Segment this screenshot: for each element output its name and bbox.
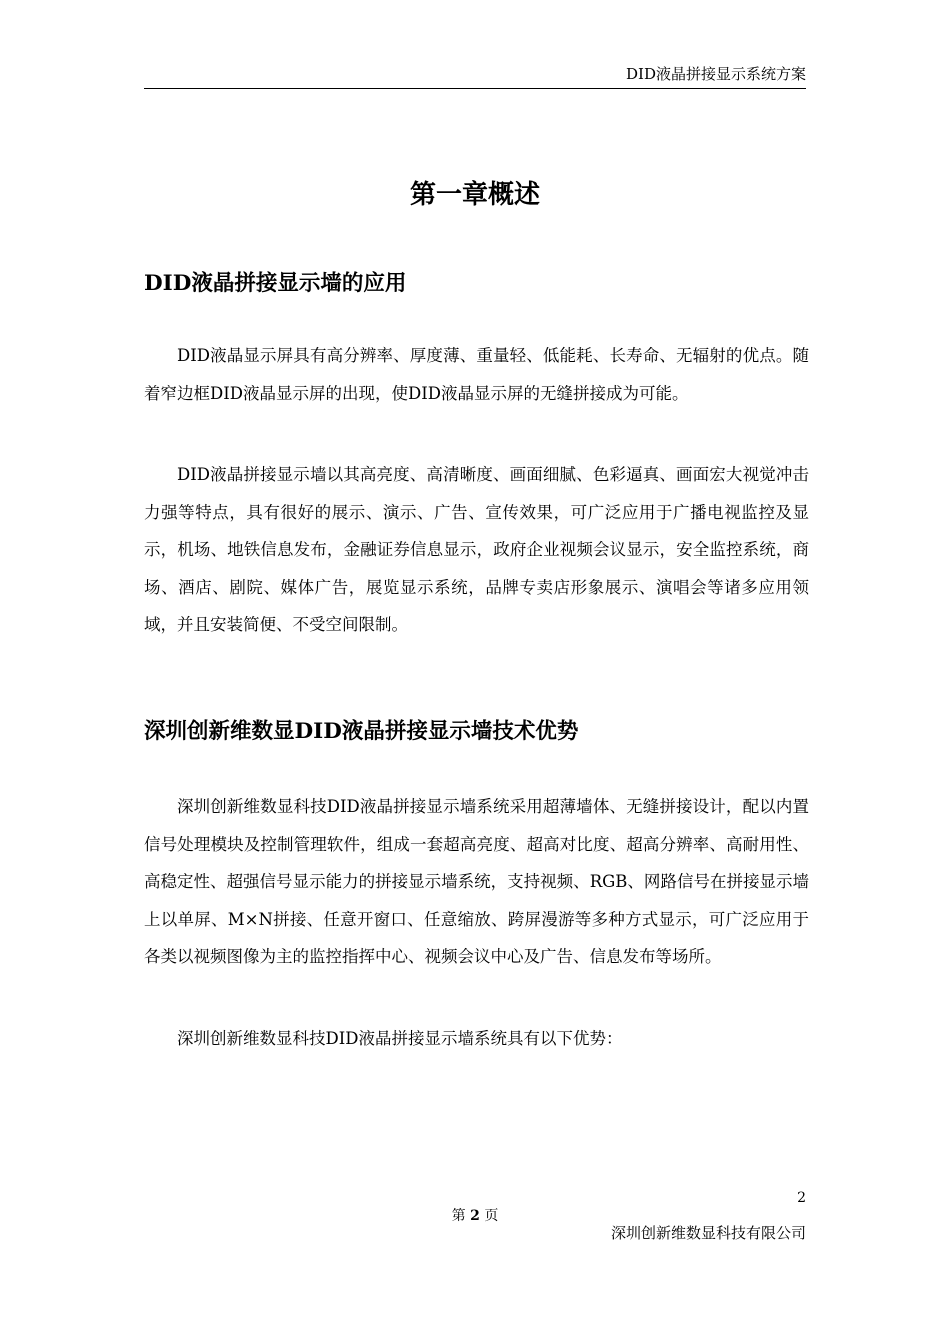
chapter-title: 第一章概述	[409, 180, 540, 210]
paragraph-application-fields: DID液晶拼接显示墙以其高亮度、高清晰度、画面细腻、色彩逼真、画面宏大视觉冲击力强等特点，具有很好的展示、演示、广告、宣传效果，可广泛应用于广播电视监控及显示，机场、地铁信息发布，金融证券信息显示，政府企业视频会议显示，安全监控系统，商场、酒店、剧院、媒体广告，展览显示系统，品牌专卖店形象展示、演唱会等诸多应用领域，并且安装简便、不受空间限制。	[144, 465, 809, 634]
page-label	[0, 1206, 950, 1226]
header-divider	[144, 88, 806, 89]
paragraph-advantages-intro: 深圳创新维数显科技DID液晶拼接显示墙系统具有以下优势：	[177, 1029, 623, 1048]
page-label-suffix: 页	[484, 1208, 499, 1224]
section-heading-application: DID液晶拼接显示墙的应用	[144, 271, 407, 296]
page-label-number: 2	[470, 1208, 480, 1224]
paragraph-display-advantages: DID液晶显示屏具有高分辨率、厚度薄、重量轻、低能耗、长寿命、无辐射的优点。随着窄边框DID液晶显示屏的出现，使DID液晶显示屏的无缝拼接成为可能。	[144, 346, 809, 403]
paragraph-system-description: 深圳创新维数显科技DID液晶拼接显示墙系统采用超薄墙体、无缝拼接设计，配以内置信号处理模块及控制管理软件，组成一套超高亮度、超高对比度、超高分辨率、高耐用性、高稳定性、超强信号显示能力的拼接显示墙系统，支持视频、RGB、网路信号在拼接显示墙上以单屏、M×N拼接、任意开窗口、任意缩放、跨屏漫游等多种方式显示，可广泛应用于各类以视频图像为主的监控指挥中心、视频会议中心及广告、信息发布等场所。	[144, 797, 809, 966]
footer-company-name: 深圳创新维数显科技有限公司	[610, 1224, 806, 1242]
page-label-prefix: 第	[451, 1208, 466, 1224]
section-heading-technical-advantages: 深圳创新维数显DID液晶拼接显示墙技术优势	[144, 719, 579, 744]
running-header-title: DID液晶拼接显示系统方案	[626, 65, 806, 83]
page-number: 2	[797, 1190, 806, 1206]
